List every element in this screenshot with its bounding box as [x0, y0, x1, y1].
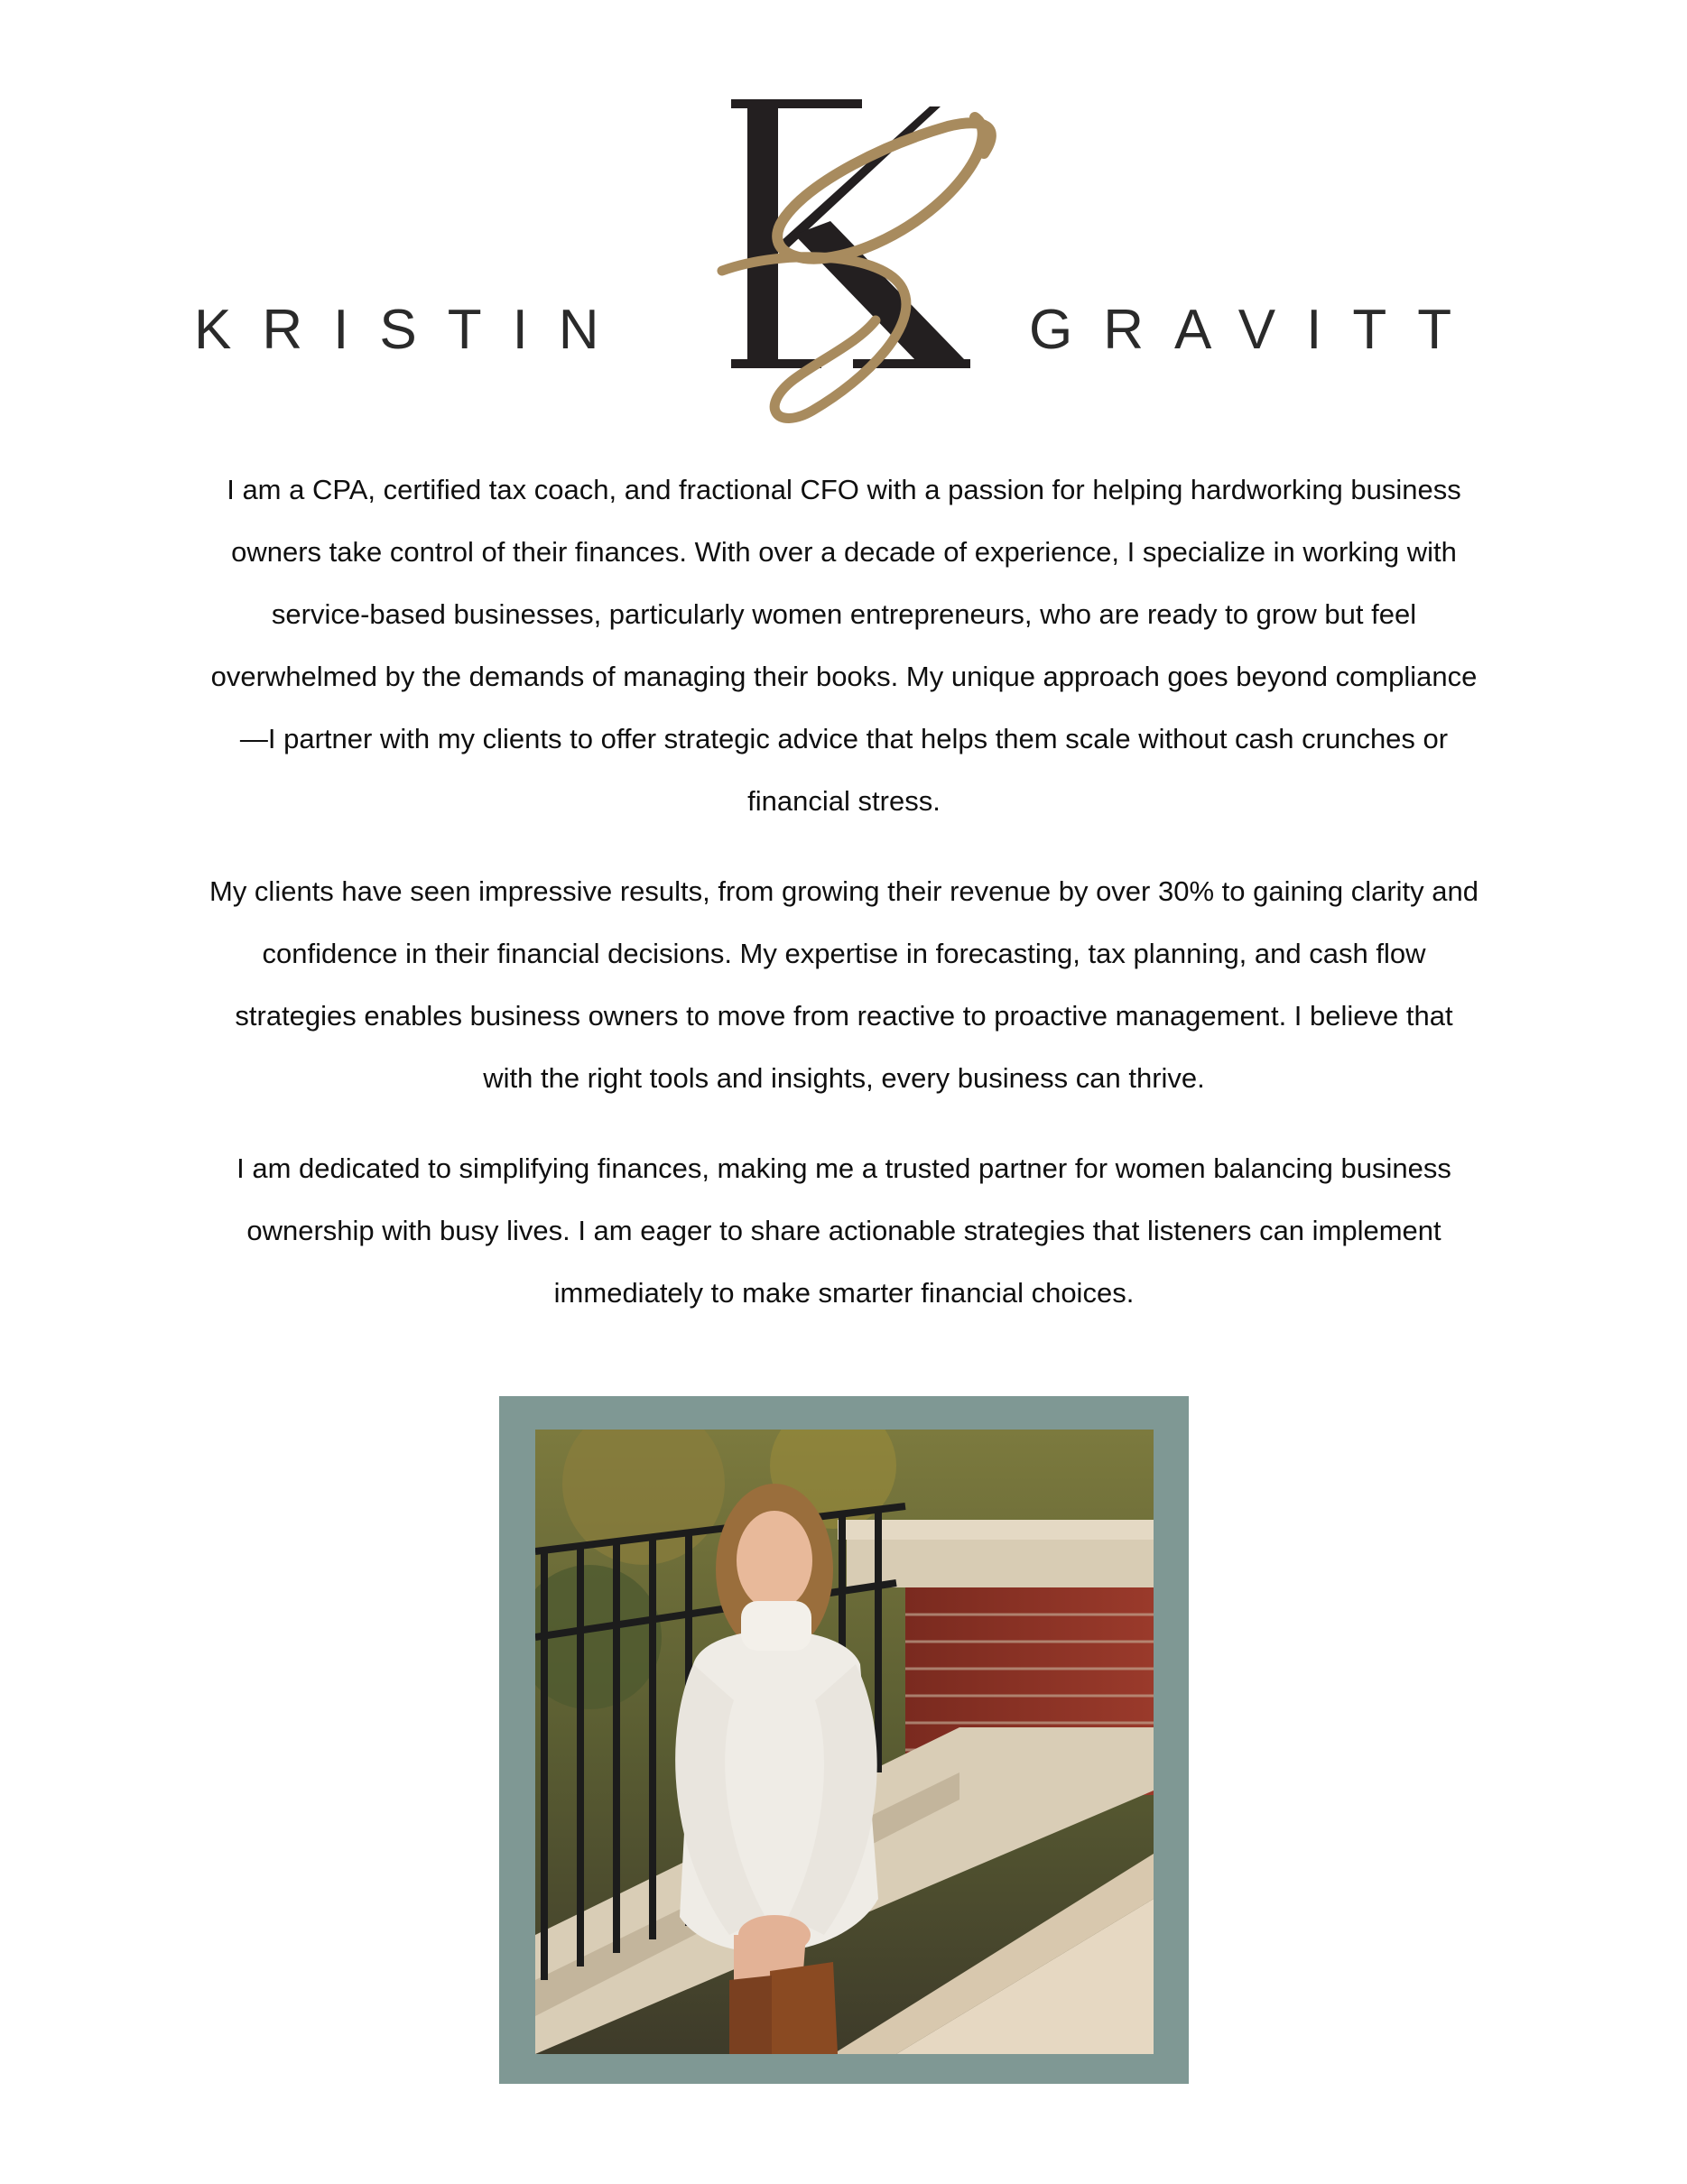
portrait-frame	[499, 1396, 1189, 2084]
logo-first-name: KRISTIN	[194, 299, 630, 361]
portrait-photo	[535, 1430, 1154, 2054]
bio-paragraph-3: I am dedicated to simplifying finances, making me a trusted partner for women balancing business ownership with busy lives. I am eager to share actionable strategies that listeners can implement immediately to make smarter financial choices.	[236, 1152, 1451, 1309]
bio-paragraph-2: My clients have seen impressive results, from growing their revenue by over 30% to gaining clarity and confidence in their financial decisions. My expertise in forecasting, tax planning, and cash flow strategies enables business owners to move from reactive to proactive management. I believe that with the right tools and insights, every business can thrive.	[209, 875, 1478, 1094]
logo-last-name: GRAVITT	[1029, 299, 1483, 361]
bio-paragraph-1: I am a CPA, certified tax coach, and fractional CFO with a passion for helping hardworking business owners take control of their finances. With over a decade of experience, I specialize in working with service-based businesses, particularly women entrepreneurs, who are ready to grow but feel overwhelmed by the demands of managing their books. My unique approach goes beyond compliance—I partner with my clients to offer strategic advice that helps them scale without cash crunches or financial stress.	[210, 474, 1478, 817]
kg-monogram-logo	[704, 90, 1020, 424]
